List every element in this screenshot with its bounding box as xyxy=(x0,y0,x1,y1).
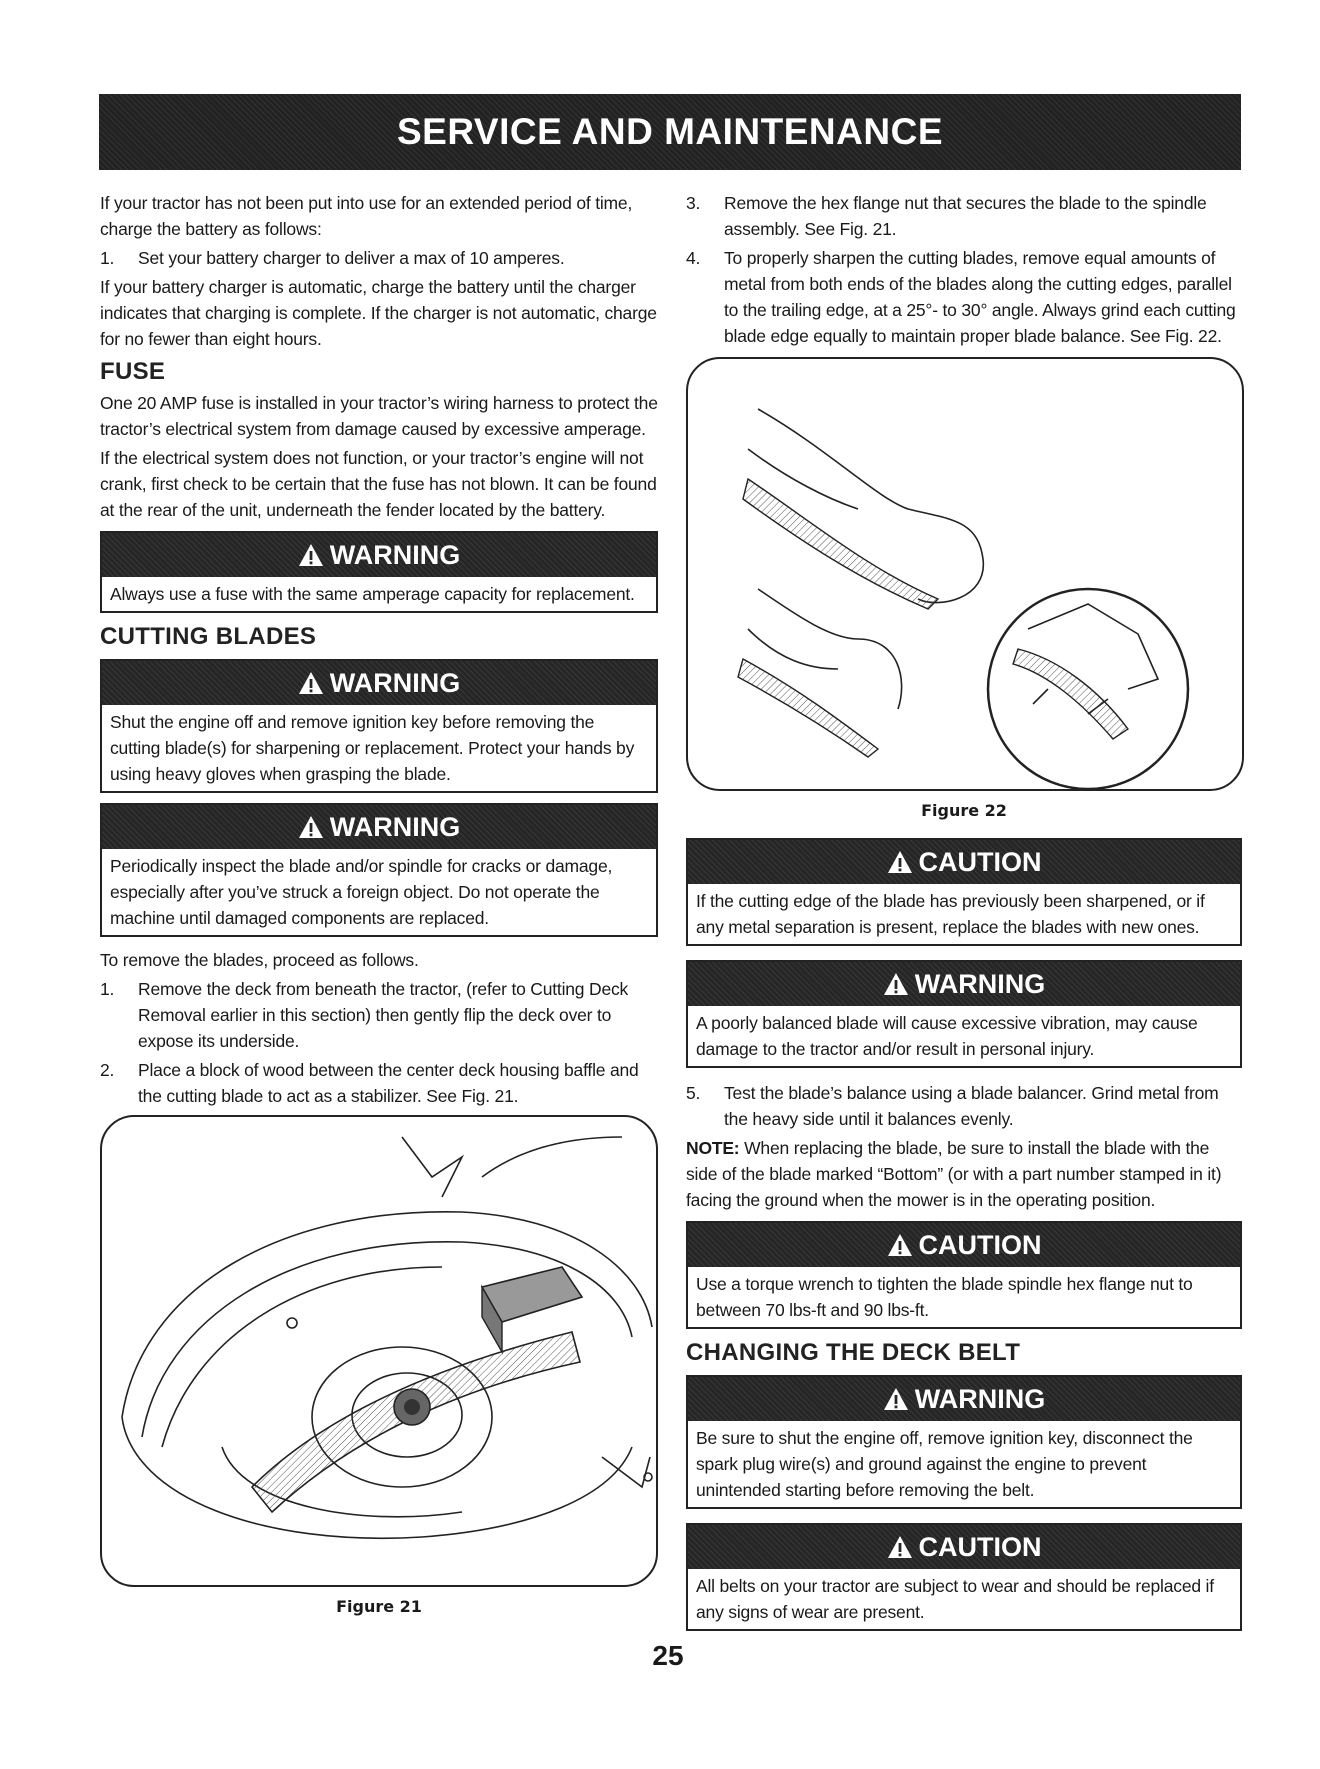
warning-triangle-icon xyxy=(887,1535,913,1559)
right-column xyxy=(686,190,1242,1641)
warning-triangle-icon xyxy=(298,671,324,695)
left-column xyxy=(100,190,658,1616)
cutting-blades-heading: CUTTING BLADES xyxy=(100,623,317,650)
caution-header: CAUTION xyxy=(688,1525,1240,1569)
warning-text: A poorly balanced blade will cause excessive vibration, may cause damage to the tractor and/or result in personal injury. xyxy=(696,1013,1198,1059)
page-number: 25 xyxy=(652,1640,684,1671)
warning-box-fuse xyxy=(100,531,658,613)
note-label: NOTE: xyxy=(686,1138,740,1158)
warning-header: WARNING xyxy=(102,661,656,705)
caution-box-torque xyxy=(686,1221,1242,1329)
warning-text: Be sure to shut the engine off, remove ignition key, disconnect the spark plug wire(s) and ground against the engine to prevent unintended starting before removing the belt. xyxy=(696,1428,1193,1500)
warning-text: Shut the engine off and remove ignition key before removing the cutting blade(s) for sharpening or replacement. Protect your hands by using heavy gloves when grasping the blade. xyxy=(110,712,635,784)
warning-header: WARNING xyxy=(688,1377,1240,1421)
fuse-heading: FUSE xyxy=(100,358,166,385)
list-item: 2. Place a block of wood between the center deck housing baffle and the cutting blade to act as a stabilizer. See Fig. 21. xyxy=(100,1060,639,1106)
note-text: When replacing the blade, be sure to install the blade with the side of the blade marked “Bottom” (or with a part number stamped in it) facing the ground when the mower is in the operating position. xyxy=(686,1138,1222,1210)
remove-blades-intro: To remove the blades, proceed as follows. xyxy=(100,950,419,970)
section-title-bar xyxy=(99,94,1241,170)
fuse-paragraph-1: One 20 AMP fuse is installed in your tractor’s wiring harness to protect the tractor’s electrical system from damage caused by excessive amperage. xyxy=(100,393,658,439)
section-title: SERVICE AND MAINTENANCE xyxy=(397,111,943,152)
warning-box-belt xyxy=(686,1375,1242,1509)
warning-header: WARNING xyxy=(102,805,656,849)
deck-belt-heading: CHANGING THE DECK BELT xyxy=(686,1339,1021,1366)
caution-text: All belts on your tractor are subject to wear and should be replaced if any signs of wear are present. xyxy=(696,1576,1214,1622)
warning-box-blade-removal xyxy=(100,659,658,793)
caution-header: CAUTION xyxy=(688,840,1240,884)
figure-22-illustration xyxy=(686,357,1244,791)
deck-underside-drawing xyxy=(102,1117,656,1585)
warning-triangle-icon xyxy=(887,1233,913,1257)
fuse-paragraph-2: If the electrical system does not function, or your tractor’s engine will not crank, first check to be certain that the fuse has not blown. It can be found at the rear of the unit, underneath the fender located by the battery. xyxy=(100,448,657,520)
warning-triangle-icon xyxy=(887,850,913,874)
figure-21-illustration xyxy=(100,1115,658,1587)
warning-triangle-icon xyxy=(883,1387,909,1411)
warning-text: Periodically inspect the blade and/or spindle for cracks or damage, especially after you’ve struck a foreign object. Do not operate the machine until damaged components are replaced. xyxy=(110,856,613,928)
battery-intro: If your tractor has not been put into use for an extended period of time, charge the battery as follows: xyxy=(100,193,633,239)
warning-text: Always use a fuse with the same amperage capacity for replacement. xyxy=(110,584,635,604)
list-item: 3. Remove the hex flange nut that secures the blade to the spindle assembly. See Fig. 21. xyxy=(686,193,1207,239)
warning-triangle-icon xyxy=(298,815,324,839)
caution-text: If the cutting edge of the blade has previously been sharpened, or if any metal separation is present, replace the blades with new ones. xyxy=(696,891,1205,937)
blade-sharpening-drawing xyxy=(688,359,1242,789)
warning-box-balance xyxy=(686,960,1242,1068)
note-paragraph xyxy=(686,1135,1242,1213)
caution-box-sharpened xyxy=(686,838,1242,946)
list-item: 1. Set your battery charger to deliver a max of 10 amperes. xyxy=(100,248,565,268)
list-item: 1. Remove the deck from beneath the tractor, (refer to Cutting Deck Removal earlier in this section) then gently flip the deck over to expose its underside. xyxy=(100,979,629,1051)
caution-box-belt-wear xyxy=(686,1523,1242,1631)
warning-header: WARNING xyxy=(688,962,1240,1006)
figure-21-caption: Figure 21 xyxy=(336,1597,422,1616)
warning-box-inspect xyxy=(100,803,658,937)
warning-triangle-icon xyxy=(298,543,324,567)
figure-22-caption: Figure 22 xyxy=(921,801,1007,820)
list-item: 5. Test the blade’s balance using a blade balancer. Grind metal from the heavy side until it balances evenly. xyxy=(686,1083,1219,1129)
warning-header: WARNING xyxy=(102,533,656,577)
warning-triangle-icon xyxy=(883,972,909,996)
caution-text: Use a torque wrench to tighten the blade spindle hex flange nut to between 70 lbs-ft and 90 lbs-ft. xyxy=(696,1274,1193,1320)
caution-header: CAUTION xyxy=(688,1223,1240,1267)
battery-auto-text: If your battery charger is automatic, charge the battery until the charger indicates that charging is complete. If the charger is not automatic, charge for no fewer than eight hours. xyxy=(100,277,657,349)
list-item: 4. To properly sharpen the cutting blades, remove equal amounts of metal from both ends of the blades along the cutting edges, parallel to the trailing edge, at a 25°- to 30° angle. Always grind each cutting blade edge equally to maintain proper blade balance. See Fig. 22. xyxy=(686,248,1236,346)
